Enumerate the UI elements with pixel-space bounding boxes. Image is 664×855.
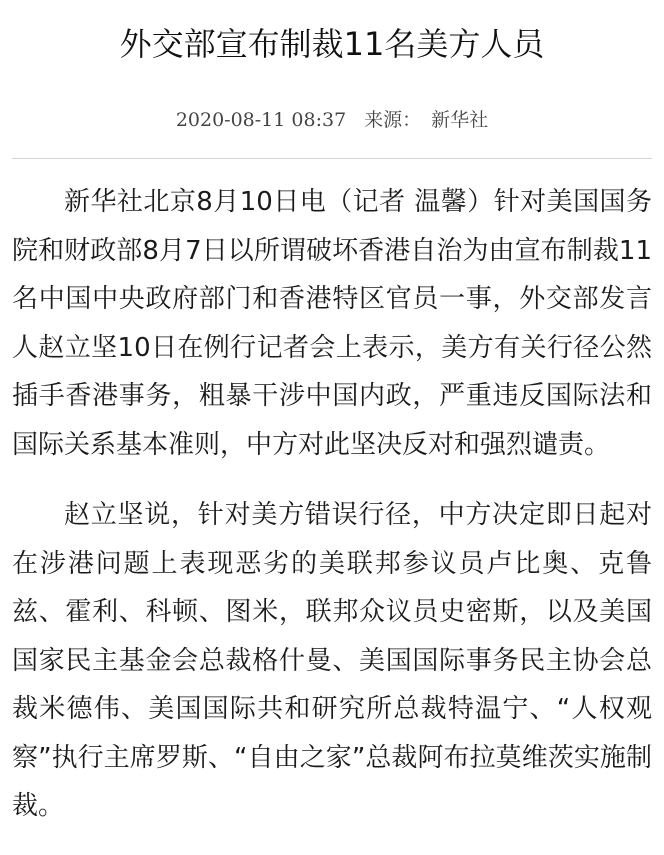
paragraph: 新华社北京8月10日电（记者 温馨）针对美国国务院和财政部8月7日以所谓破坏香港自治为由宣布制裁11名中国中央政府部门和香港特区官员一事，外交部发言人赵立坚10日在例行记者会上表示，美方有关行径公然插手香港事务，粗暴干涉中国内政，严重违反国际法和国际关系基本准则，中方对此坚决反对和强烈谴责。: [12, 187, 652, 460]
article-title: 外交部宣布制裁11名美方人员: [119, 25, 545, 63]
publish-date: 2020-08-11 08:37: [175, 109, 347, 131]
article-meta: [0, 106, 664, 134]
source-name: 新华社: [431, 109, 489, 131]
article-body: [12, 178, 652, 831]
paragraph: 赵立坚说，针对美方错误行径，中方决定即日起对在涉港问题上表现恶劣的美联邦参议员卢比奥、克鲁兹、霍利、科顿、图米，联邦众议员史密斯，以及美国国家民主基金会总裁格什曼、美国国际事务民主协会总裁米德伟、美国国际共和研究所总裁特温宁、“人权观察”执行主席罗斯、“自由之家”总裁阿布拉莫维茨实施制裁。: [12, 500, 652, 821]
divider: [12, 158, 652, 159]
source-label: 来源：: [364, 109, 422, 131]
